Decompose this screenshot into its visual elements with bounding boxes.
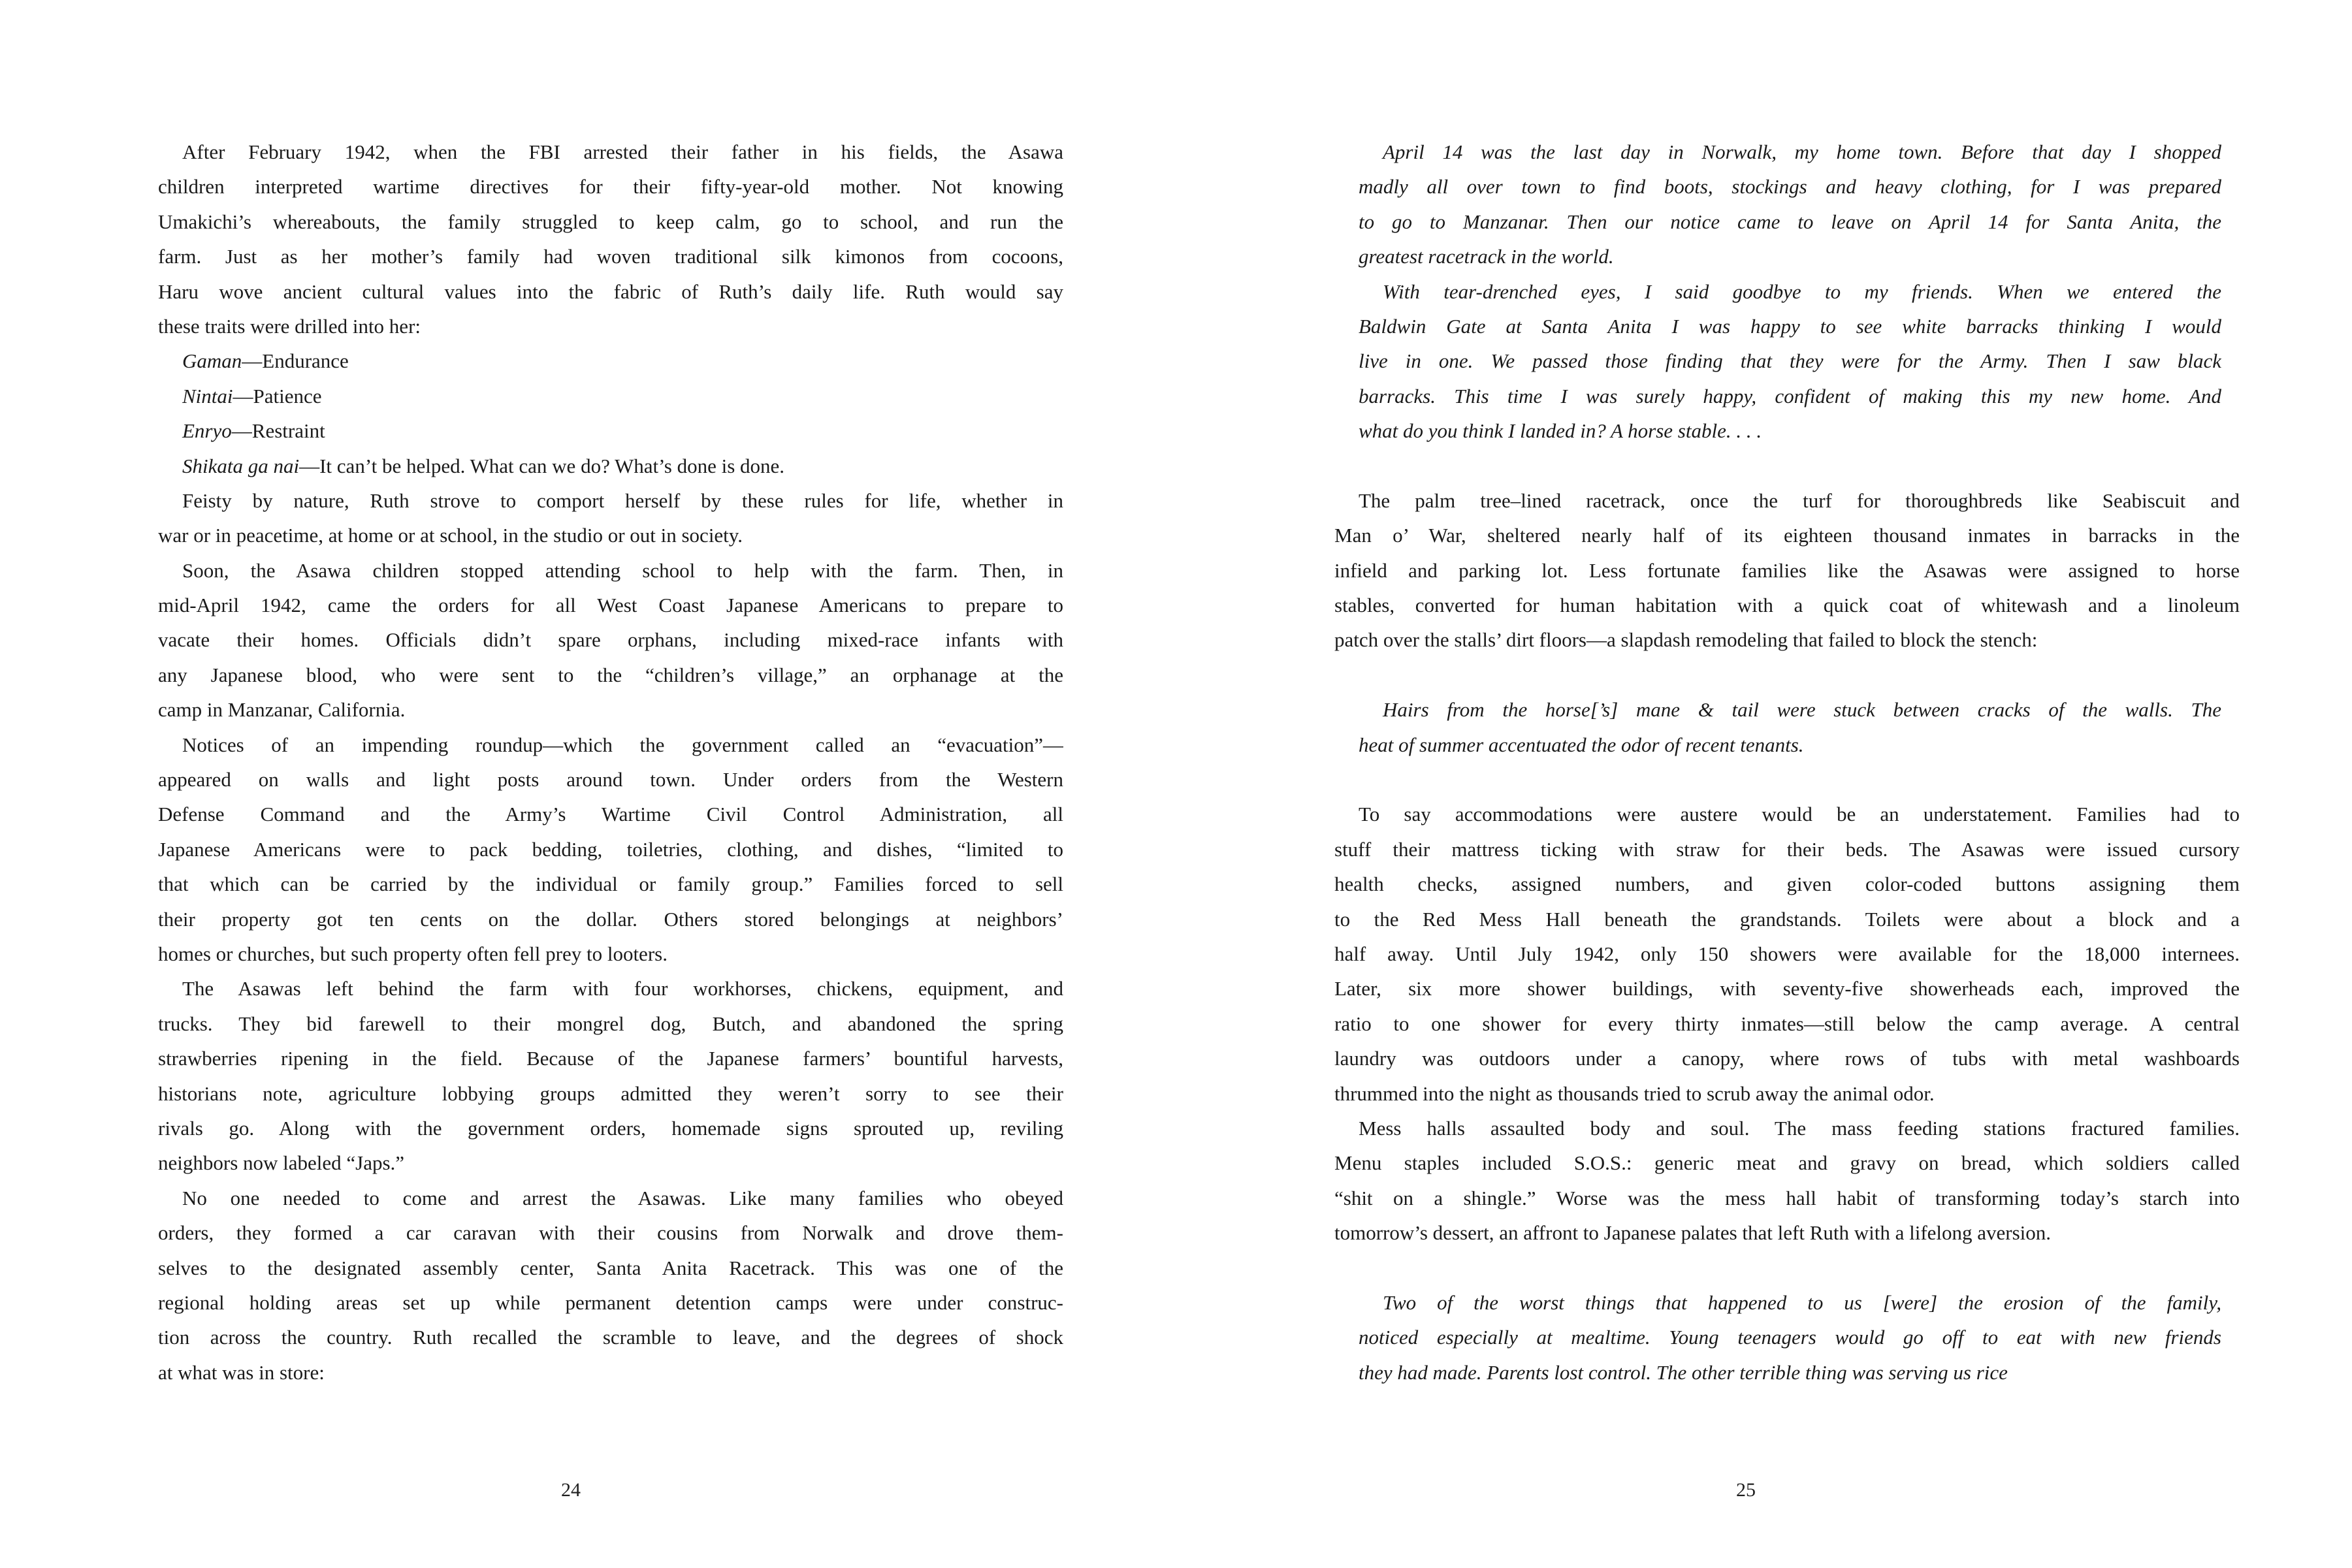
body-text: selves to the designated assembly center, Santa Anita Racetrack. This was one of the (158, 1256, 1063, 1279)
body-text: trucks. They bid farewell to their mongrel dog, Butch, and abandoned the spring (158, 1012, 1063, 1035)
body-text: heat of summer accentuated the odor of recent tenants. (1359, 733, 1804, 756)
body-text: Japanese Americans were to pack bedding, toiletries, clothing, and dishes, “limited to (158, 837, 1063, 861)
body-text: farm. Just as her mother’s family had woven traditional silk kimonos from cocoons, (158, 245, 1063, 268)
body-text: thrummed into the night as thousands tried to scrub away the animal odor. (1334, 1081, 1935, 1105)
text-line (158, 483, 1063, 518)
quote-line (1359, 274, 2221, 309)
body-text: Haru wove ancient cultural values into the fabric of Ruth’s daily life. Ruth would say (158, 280, 1063, 303)
body-text: appeared on walls and light posts around town. Under orders from the Western (158, 768, 1063, 792)
body-text: —Restraint (231, 419, 325, 443)
body-text: their property got ten cents on the dollar. Others stored belongings at neighbors’ (158, 907, 1063, 931)
body-text: Defense Command and the Army’s Wartime Civil Control Administration, all (158, 803, 1063, 826)
text-line (158, 692, 1063, 727)
body-text: health checks, assigned numbers, and given color-coded buttons assigning them (1334, 872, 2240, 896)
text-line (1334, 971, 2240, 1006)
text-line (158, 867, 1063, 901)
quote-line (1359, 204, 2221, 239)
text-line (158, 135, 1063, 169)
body-text: tomorrow’s dessert, an affront to Japanese palates that left Ruth with a lifelong aversion. (1334, 1221, 2052, 1245)
text-line (1334, 832, 2240, 867)
quote-line (1359, 1320, 2221, 1354)
body-text: With tear-drenched eyes, I said goodbye to my friends. When we entered the (1383, 280, 2221, 303)
text-line (1334, 622, 2240, 657)
text-line (1334, 553, 2240, 588)
text-line (1334, 902, 2240, 936)
body-text: After February 1942, when the FBI arrested their father in his fields, the Asawa (182, 140, 1063, 163)
body-text: Umakichi’s whereabouts, the family struggled to keep calm, go to school, and run the (158, 210, 1063, 233)
body-text: that which can be carried by the individual or family group.” Families forced to sell (158, 872, 1063, 896)
quote-line (1359, 1285, 2221, 1320)
text-line (1334, 1181, 2240, 1215)
text-line (158, 728, 1063, 762)
body-text: war or in peacetime, at home or at school, in the studio or out in society. (158, 524, 743, 547)
quote-line (1359, 413, 2221, 448)
text-line (158, 588, 1063, 622)
body-text: Man o’ War, sheltered nearly half of its eighteen thousand inmates in barracks in the (1334, 524, 2240, 547)
text-line (1334, 1041, 2240, 1076)
body-text: Baldwin Gate at Santa Anita I was happy to see white barracks thinking I would (1359, 314, 2221, 338)
body-text: The palm tree–lined racetrack, once the turf for thoroughbreds like Seabiscuit and (1359, 488, 2240, 512)
body-text: to go to Manzanar. Then our notice came to leave on April 14 for Santa Anita, the (1359, 210, 2221, 233)
body-text: —It can’t be helped. What can we do? What’s done is done. (299, 454, 785, 477)
text-line (158, 1251, 1063, 1285)
body-text: greatest racetrack in the world. (1359, 245, 1614, 268)
body-text: noticed especially at mealtime. Young teenagers would go off to eat with new friends (1359, 1326, 2221, 1349)
text-line (158, 971, 1063, 1006)
body-text: Later, six more shower buildings, with seventy-five showerheads each, improved the (1334, 977, 2240, 1000)
text-line (158, 658, 1063, 692)
body-text: historians note, agriculture lobbying groups admitted they weren’t sorry to see their (158, 1081, 1063, 1105)
text-line (158, 936, 1063, 971)
body-text: To say accommodations were austere would be an understatement. Families had to (1359, 803, 2240, 826)
blank-line (1334, 658, 2240, 692)
text-line (158, 1355, 1063, 1390)
text-line (158, 762, 1063, 797)
text-line (158, 1181, 1063, 1215)
body-text: Menu staples included S.O.S.: generic meat and gravy on bread, which soldiers called (1334, 1151, 2240, 1175)
page-number-25: 25 (1736, 1479, 1756, 1501)
quote-line (1359, 692, 2221, 727)
body-text: “shit on a shingle.” Worse was the mess hall habit of transforming today’s starch into (1334, 1186, 2240, 1209)
blank-line (1334, 762, 2240, 797)
text-line (158, 1145, 1063, 1180)
body-text: vacate their homes. Officials didn’t spare orphans, including mixed-race infants with (158, 628, 1063, 652)
quote-line (1359, 728, 2221, 762)
text-line (158, 622, 1063, 657)
text-line (1334, 518, 2240, 552)
text-line (158, 1006, 1063, 1041)
body-text: stables, converted for human habitation with a quick coat of whitewash and a linoleum (1334, 594, 2240, 617)
text-line (1334, 1215, 2240, 1250)
body-text: No one needed to come and arrest the Asawas. Like many families who obeyed (182, 1186, 1063, 1209)
body-text: children interpreted wartime directives for their fifty-year-old mother. Not knowing (158, 175, 1063, 199)
body-text: strawberries ripening in the field. Because of the Japanese farmers’ bountiful harvests, (158, 1047, 1063, 1070)
text-line (158, 204, 1063, 239)
italic-text: Shikata ga nai (182, 454, 300, 477)
text-line (158, 413, 1063, 448)
text-line (158, 449, 1063, 483)
text-line (158, 1111, 1063, 1145)
text-line (158, 518, 1063, 552)
body-text: patch over the stalls’ dirt floors—a slapdash remodeling that failed to block the stench: (1334, 628, 2038, 652)
body-text: Hairs from the horse[’s] mane & tail were stuck between cracks of the walls. The (1383, 698, 2221, 722)
body-text: Two of the worst things that happened to us [were] the erosion of the family, (1383, 1290, 2221, 1314)
text-line (158, 832, 1063, 867)
text-line (1334, 483, 2240, 518)
body-text: orders, they formed a car caravan with their cousins from Norwalk and drove them- (158, 1221, 1063, 1245)
body-text: homes or churches, but such property often fell prey to looters. (158, 942, 668, 965)
text-line (1334, 1076, 2240, 1111)
body-text: Notices of an impending roundup—which the government called an “evacuation”— (182, 733, 1063, 756)
body-text: rivals go. Along with the government orders, homemade signs sprouted up, reviling (158, 1116, 1063, 1140)
text-line (158, 169, 1063, 204)
body-text: laundry was outdoors under a canopy, where rows of tubs with metal washboards (1334, 1047, 2240, 1070)
text-line (158, 274, 1063, 309)
text-line (158, 239, 1063, 274)
page-24-text-block (158, 135, 1063, 1390)
body-text: to the Red Mess Hall beneath the grandstands. Toilets were about a block and a (1334, 907, 2240, 931)
page-25-text-block (1334, 135, 2240, 1390)
text-line (158, 902, 1063, 936)
body-text: Soon, the Asawa children stopped attending school to help with the farm. Then, in (182, 558, 1063, 582)
body-text: camp in Manzanar, California. (158, 698, 406, 722)
quote-line (1359, 379, 2221, 413)
text-line (158, 1285, 1063, 1320)
body-text: —Endurance (242, 349, 349, 373)
body-text: —Patience (233, 384, 322, 408)
text-line (1334, 1006, 2240, 1041)
body-text: they had made. Parents lost control. The other terrible thing was serving us rice (1359, 1360, 2008, 1384)
text-line (1334, 867, 2240, 901)
body-text: Mess halls assaulted body and soul. The mass feeding stations fractured families. (1359, 1116, 2240, 1140)
body-text: regional holding areas set up while permanent detention camps were under construc- (158, 1290, 1063, 1314)
body-text: April 14 was the last day in Norwalk, my home town. Before that day I shopped (1383, 140, 2221, 163)
italic-text: Enryo (182, 419, 232, 443)
text-line (158, 1076, 1063, 1111)
text-line (158, 1320, 1063, 1354)
body-text: at what was in store: (158, 1360, 325, 1384)
text-line (158, 379, 1063, 413)
text-line (1334, 797, 2240, 831)
text-line (1334, 588, 2240, 622)
text-line (158, 1215, 1063, 1250)
blank-line (1334, 1251, 2240, 1285)
text-line (1334, 1111, 2240, 1145)
text-line (158, 797, 1063, 831)
body-text: barracks. This time I was surely happy, confident of making this my new home. And (1359, 384, 2221, 408)
body-text: Feisty by nature, Ruth strove to comport herself by these rules for life, whether in (182, 488, 1063, 512)
quote-line (1359, 239, 2221, 274)
body-text: stuff their mattress ticking with straw for their beds. The Asawas were issued cursory (1334, 837, 2240, 861)
text-line (158, 344, 1063, 378)
text-line (158, 1041, 1063, 1076)
body-text: infield and parking lot. Less fortunate families like the Asawas were assigned to horse (1334, 558, 2240, 582)
page-number-24: 24 (561, 1479, 581, 1501)
body-text: mid-April 1942, came the orders for all West Coast Japanese Americans to prepare to (158, 594, 1063, 617)
body-text: what do you think I landed in? A horse stable. . . . (1359, 419, 1762, 443)
quote-line (1359, 309, 2221, 344)
body-text: tion across the country. Ruth recalled the scramble to leave, and the degrees of shock (158, 1326, 1063, 1349)
body-text: half away. Until July 1942, only 150 showers were available for the 18,000 internees. (1334, 942, 2240, 965)
text-line (1334, 936, 2240, 971)
body-text: madly all over town to find boots, stockings and heavy clothing, for I was prepared (1359, 175, 2221, 199)
quote-line (1359, 169, 2221, 204)
quote-line (1359, 135, 2221, 169)
italic-text: Nintai (182, 384, 233, 408)
text-line (1334, 1145, 2240, 1180)
body-text: any Japanese blood, who were sent to the “children’s village,” an orphanage at the (158, 663, 1063, 686)
body-text: The Asawas left behind the farm with four workhorses, chickens, equipment, and (182, 977, 1063, 1000)
quote-line (1359, 344, 2221, 378)
blank-line (1334, 449, 2240, 483)
text-line (158, 309, 1063, 344)
quote-line (1359, 1355, 2221, 1390)
body-text: live in one. We passed those finding that they were for the Army. Then I saw black (1359, 349, 2221, 373)
body-text: these traits were drilled into her: (158, 314, 421, 338)
italic-text: Gaman (182, 349, 242, 373)
text-line (158, 553, 1063, 588)
body-text: neighbors now labeled “Japs.” (158, 1151, 405, 1175)
body-text: ratio to one shower for every thirty inmates—still below the camp average. A central (1334, 1012, 2240, 1035)
